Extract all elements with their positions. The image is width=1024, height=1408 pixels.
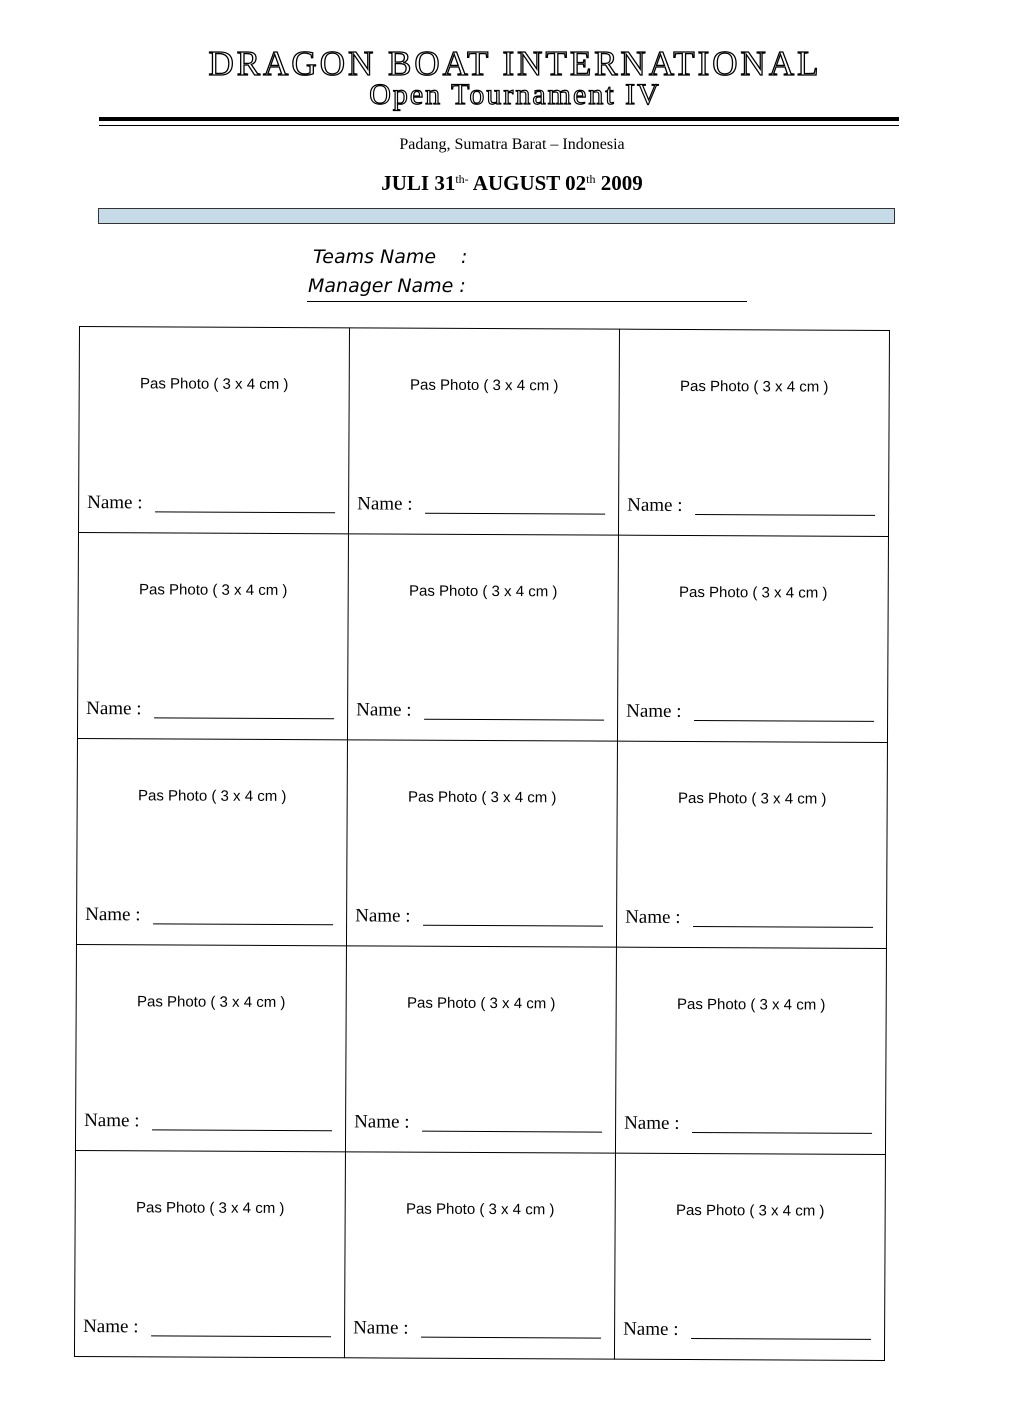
name-line[interactable]	[424, 719, 604, 721]
name-line[interactable]	[154, 717, 334, 719]
manager-name-label: Manager Name :	[308, 275, 466, 297]
photo-label: Pas Photo ( 3 x 4 cm )	[409, 376, 559, 395]
photo-cell[interactable]	[74, 1150, 345, 1357]
event-dates	[0, 171, 1024, 196]
name-label: Name :	[86, 698, 142, 720]
photo-cell[interactable]	[614, 1153, 885, 1360]
name-label: Name :	[83, 1316, 139, 1338]
name-label: Name :	[85, 904, 141, 926]
photo-cell[interactable]	[346, 740, 617, 947]
name-line[interactable]	[694, 720, 874, 722]
photo-cell[interactable]	[618, 329, 889, 536]
teams-name-colon: :	[461, 246, 468, 268]
photo-label: Pas Photo ( 3 x 4 cm )	[135, 1199, 285, 1218]
photo-cell[interactable]	[75, 944, 346, 1151]
name-line[interactable]	[152, 1129, 332, 1131]
photo-cell[interactable]	[347, 534, 618, 741]
photo-cell[interactable]	[345, 946, 616, 1153]
manager-name-line[interactable]	[307, 301, 747, 302]
photo-label: Pas Photo ( 3 x 4 cm )	[137, 787, 287, 806]
name-label: Name :	[624, 1112, 680, 1134]
date-start-suffix: th-	[455, 172, 469, 186]
name-label: Name :	[355, 905, 411, 927]
photo-label: Pas Photo ( 3 x 4 cm )	[679, 377, 829, 396]
name-label: Name :	[87, 492, 143, 514]
header-rule-thin	[99, 125, 899, 126]
title-line-2: Open Tournament IV	[369, 78, 661, 111]
date-year: 2009	[595, 171, 643, 195]
name-label: Name :	[623, 1318, 679, 1340]
name-line[interactable]	[692, 1132, 872, 1134]
photo-label: Pas Photo ( 3 x 4 cm )	[138, 581, 288, 600]
date-mid: AUGUST 02	[468, 171, 587, 195]
photo-row	[77, 533, 888, 743]
name-line[interactable]	[423, 925, 603, 927]
name-line[interactable]	[422, 1131, 602, 1133]
photo-cell[interactable]	[344, 1152, 615, 1359]
photo-label: Pas Photo ( 3 x 4 cm )	[408, 582, 558, 601]
blue-divider-bar	[98, 208, 895, 224]
photo-label: Pas Photo ( 3 x 4 cm )	[675, 1201, 825, 1220]
photo-row	[78, 327, 889, 537]
photo-cell[interactable]	[617, 535, 888, 742]
name-line[interactable]	[425, 513, 605, 515]
photo-row	[74, 1150, 885, 1360]
name-line[interactable]	[421, 1337, 601, 1339]
name-label: Name :	[625, 906, 681, 928]
photo-cell[interactable]	[76, 738, 347, 945]
photo-cell[interactable]	[77, 533, 348, 740]
name-line[interactable]	[695, 514, 875, 516]
title-line-1: DRAGON BOAT INTERNATIONAL	[208, 44, 822, 83]
name-label: Name :	[626, 700, 682, 722]
photo-row	[76, 738, 887, 948]
name-line[interactable]	[153, 923, 333, 925]
photo-label: Pas Photo ( 3 x 4 cm )	[676, 995, 826, 1014]
header-rule-thick	[99, 117, 899, 121]
photo-label: Pas Photo ( 3 x 4 cm )	[678, 583, 828, 602]
photo-cell[interactable]	[616, 741, 887, 948]
photo-label: Pas Photo ( 3 x 4 cm )	[405, 1200, 555, 1219]
teams-name-label: Teams Name	[313, 246, 437, 268]
photo-label: Pas Photo ( 3 x 4 cm )	[407, 788, 557, 807]
name-line[interactable]	[693, 926, 873, 928]
photo-label: Pas Photo ( 3 x 4 cm )	[136, 993, 286, 1012]
photo-cell[interactable]	[348, 328, 619, 535]
photo-cell[interactable]	[78, 327, 349, 534]
photo-label: Pas Photo ( 3 x 4 cm )	[406, 994, 556, 1013]
location: Padang, Sumatra Barat – Indonesia	[399, 136, 625, 153]
name-label: Name :	[627, 494, 683, 516]
name-label: Name :	[356, 699, 412, 721]
photo-label: Pas Photo ( 3 x 4 cm )	[139, 375, 289, 394]
photo-cell[interactable]	[615, 947, 886, 1154]
name-label: Name :	[84, 1110, 140, 1132]
date-end-suffix: th	[586, 172, 596, 186]
photo-grid	[74, 326, 890, 1361]
photo-label: Pas Photo ( 3 x 4 cm )	[677, 789, 827, 808]
photo-row	[75, 944, 886, 1154]
name-line[interactable]	[151, 1335, 331, 1337]
name-line[interactable]	[155, 511, 335, 513]
name-label: Name :	[353, 1317, 409, 1339]
date-start: JULI 31	[381, 171, 456, 195]
name-line[interactable]	[691, 1338, 871, 1340]
name-label: Name :	[354, 1111, 410, 1133]
name-label: Name :	[357, 493, 413, 515]
